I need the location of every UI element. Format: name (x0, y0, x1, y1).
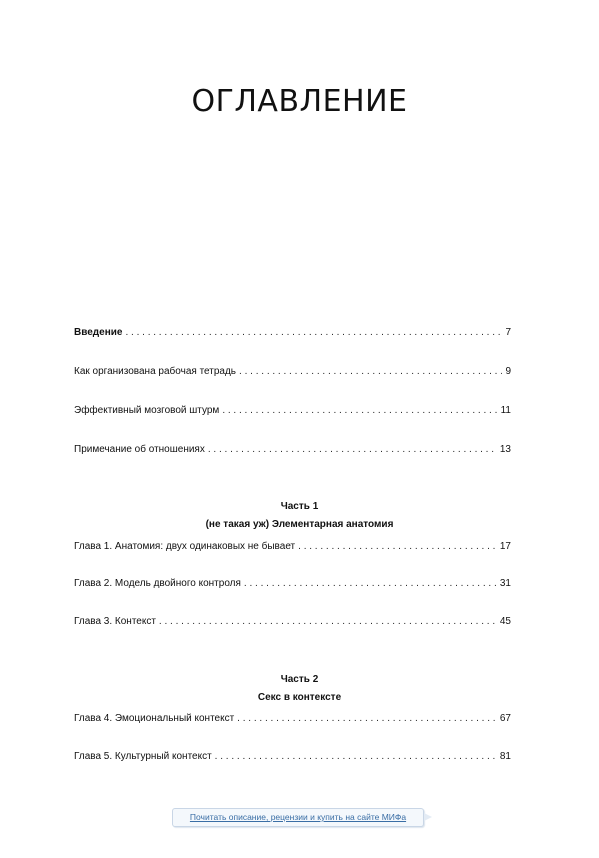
dot-leader (222, 405, 497, 417)
toc-entry-brainstorm[interactable] (74, 405, 511, 417)
toc-entry-chapter-5[interactable] (74, 751, 511, 763)
toc-entry-page: 31 (499, 578, 511, 589)
buy-on-mif-link[interactable]: Почитать описание, рецензии и купить на сайте МИФа (172, 808, 424, 827)
toc-entry-label: Глава 4. Эмоциональный контекст (74, 713, 235, 724)
toc-entry-page: 67 (499, 713, 511, 724)
toc-entry-chapter-4[interactable] (74, 713, 511, 725)
dot-leader (215, 751, 497, 763)
dot-leader (237, 713, 497, 725)
toc-entry-label: Как организована рабочая тетрадь (74, 366, 237, 377)
dot-leader (208, 444, 497, 456)
part-1-title: (не такая уж) Элементарная анатомия (205, 519, 394, 530)
toc-entry-label: Эффективный мозговой штурм (74, 405, 220, 416)
toc-entry-label: Глава 2. Модель двойного контроля (74, 578, 241, 589)
toc-entry-page: 17 (499, 541, 511, 552)
toc-entry-label: Примечание об отношениях (74, 444, 205, 455)
toc-entry-workbook[interactable] (74, 366, 511, 378)
dot-leader (244, 578, 497, 590)
dot-leader (125, 327, 502, 339)
part-2-title: Секс в контексте (257, 692, 342, 703)
toc-entry-page: 11 (500, 405, 511, 416)
toc-entry-chapter-2[interactable] (74, 578, 511, 590)
toc-entry-label: Глава 1. Анатомия: двух одинаковых не бывает (74, 541, 296, 552)
toc-entry-label: Глава 5. Культурный контекст (74, 751, 212, 762)
toc-entry-page: 45 (499, 616, 511, 627)
toc-entry-page: 81 (499, 751, 511, 762)
toc-entry-relationships[interactable] (74, 444, 511, 456)
part-1-label: Часть 1 (280, 501, 319, 512)
toc-entry-label: Введение (74, 327, 123, 338)
dot-leader (298, 541, 497, 553)
toc-entry-chapter-1[interactable] (74, 541, 511, 553)
page-title: ОГЛАВЛЕНИЕ (191, 84, 408, 119)
toc-entry-page: 9 (505, 366, 511, 377)
toc-entry-introduction[interactable] (74, 327, 511, 339)
part-2-label: Часть 2 (280, 674, 319, 685)
toc-entry-label: Глава 3. Контекст (74, 616, 156, 627)
toc-entry-chapter-3[interactable] (74, 616, 511, 628)
toc-entry-page: 7 (505, 327, 511, 338)
toc-entry-page: 13 (499, 444, 511, 455)
dot-leader (159, 616, 497, 628)
dot-leader (239, 366, 502, 378)
